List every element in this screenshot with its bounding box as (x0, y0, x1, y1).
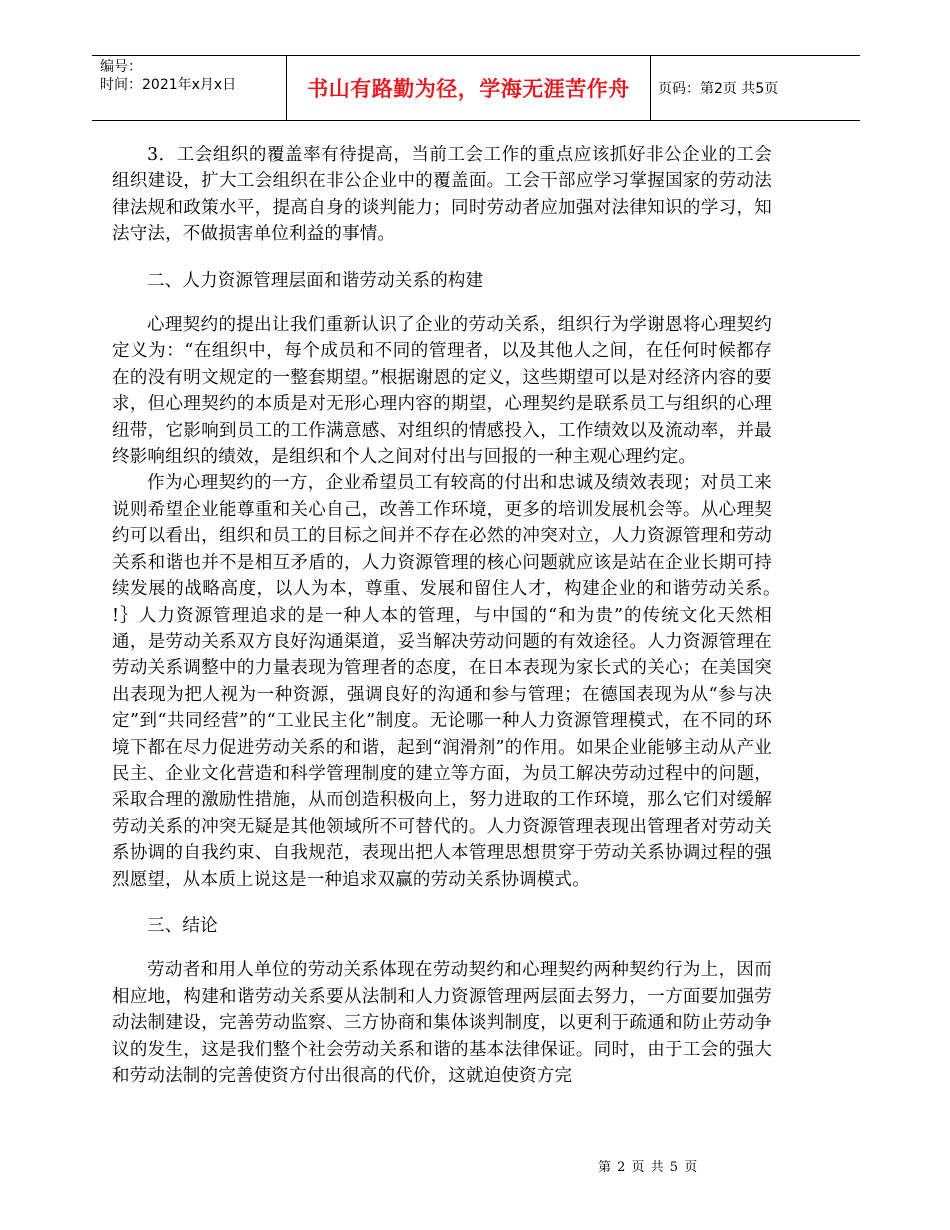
header-divider (650, 56, 651, 120)
document-time-label: 时间：2021年x月x日 (100, 77, 237, 93)
section-heading-conclusion: 三、结论 (147, 915, 218, 936)
section-heading-hr-management: 二、人力资源管理层面和谐劳动关系的构建 (147, 270, 484, 291)
header-motto: 书山有路勤为径，学海无涯苦作舟 (307, 77, 630, 101)
paragraph-conclusion: 劳动者和用人单位的劳动关系体现在劳动契约和心理契约两种契约行为上，因而相应地，构建和谐劳动关系要从法制和人力资源管理两层面去努力，一方面要加强劳动法制建设，完善劳动监察、三方协商和集体谈判制度，以更利于疏通和防止劳动争议的发生，这是我们整个社会劳动关系和谐的基本法律保证。同时，由于工会的强大和劳动法制的完善使资方付出很高的代价，这就迫使资方完 (112, 960, 772, 1086)
document-body (112, 142, 796, 1089)
paragraph-psychological-contract: 心理契约的提出让我们重新认识了企业的劳动关系，组织行为学谢恩将心理契约定义为：“在组织中，每个成员和不同的管理者，以及其他人之间，在任何时候都存在的没有明文规定的一整套期望。”根据谢恩的定义，这些期望可以是对经济内容的要求，但心理契约的本质是对无形心理内容的期望，心理契约是联系员工与组织的心理纽带，它影响到员工的工作满意感、对组织的情感投入，工作绩效以及流动率，并最终影响组织的绩效，是组织和个人之间对付出与回报的一种主观心理约定。 (112, 315, 772, 468)
page-footer: 第 2 页 共 5 页 (598, 1160, 699, 1175)
document-number-label: 编号： (100, 59, 142, 75)
page-header (92, 55, 860, 121)
paragraph-hr-management: 作为心理契约的一方，企业希望员工有较高的付出和忠诚及绩效表现；对员工来说则希望企业能尊重和关心自己，改善工作环境，更多的培训发展机会等。从心理契约可以看出，组织和员工的目标之间并不存在必然的冲突对立，人力资源管理和劳动关系和谐也并不是相互矛盾的，人力资源管理的核心问题就应该是站在企业长期可持续发展的战略高度，以人为本，尊重、发展和留住人才，构建企业的和谐劳动关系。 !｝人力资源管理追求的是一种人本的管理，与中国的“和为贵”的传统文化天然相通，是劳动关系双方良好沟通渠道，妥当解决劳动问题的有效途径。人力资源管理在劳动关系调整中的力量表现为管理者的态度，在日本表现为家长式的关心；在美国突出表现为把人视为一种资源，强调良好的沟通和参与管理；在德国表现为从“参与决定”到“共同经营”的“工业民主化”制度。无论哪一种人力资源管理模式，在不同的环境下都在尽力促进劳动关系的和谐，起到“润滑剂”的作用。如果企业能够主动从产业民主、企业文化营造和科学管理制度的建立等方面，为员工解决劳动过程中的问题，采取合理的激励性措施，从而创造积极向上，努力进取的工作环境，那么它们对缓解劳动关系的冲突无疑是其他领域所不可替代的。人力资源管理表现出管理者对劳动关系协调的自我约束、自我规范，表现出把人本管理思想贯穿于劳动关系协调过程的强烈愿望，从本质上说这是一种追求双赢的劳动关系协调模式。 (112, 473, 796, 890)
document-meta (100, 58, 286, 94)
paragraph-union-coverage: 3．工会组织的覆盖率有待提高，当前工会工作的重点应该抓好非公企业的工会组织建设，扩大工会组织在非公企业中的覆盖面。工会干部应学习掌握国家的劳动法律法规和政策水平，提高自身的谈判能力；同时劳动者应加强对法律知识的学习，知法守法，不做损害单位利益的事情。 (112, 145, 772, 245)
header-page-info: 页码：第2页 共5页 (658, 81, 779, 97)
